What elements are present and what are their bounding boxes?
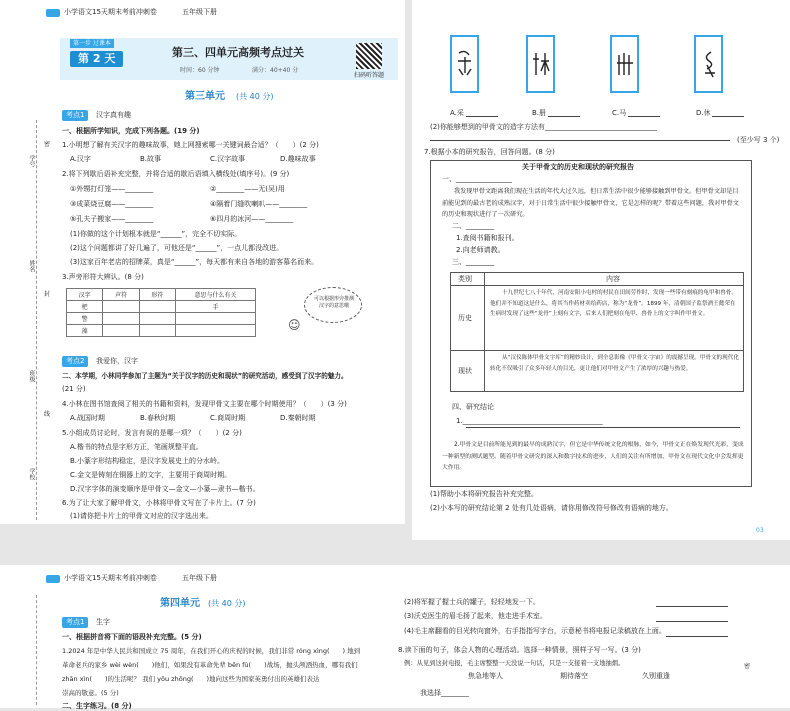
q5-opt-d[interactable]: D.汉字字体的演变顺序是甲骨文—金文—小篆—隶书—楷书。 (70, 485, 260, 493)
right-line-2: (3)沃克医生的眉毛扬了起来，他走进手术室。 (404, 612, 547, 620)
cell-input[interactable] (103, 301, 139, 313)
side-mark: 密 (744, 663, 751, 670)
answer-line[interactable] (666, 636, 728, 637)
day-badge: 第 2 天 (70, 51, 123, 67)
q5-opt-c[interactable]: C.金文是铸刻在铜器上的文字，主要用于商周时期。 (70, 471, 232, 479)
cell-note: 手 (176, 301, 256, 313)
oracle-card-3 (610, 35, 639, 93)
row-char: 杷 (67, 301, 103, 313)
q4-opt-b[interactable]: B.春秋时期 (140, 414, 176, 422)
qr-caption: 扫码听答题 (354, 72, 385, 79)
grade-label: 五年级下册 (182, 574, 217, 582)
sub-question-2: (2)小本写的研究结论第 2 处有几处语病，请你用修改符号修改有语病的地方。 (430, 504, 673, 512)
example-line: 例：从见到这封电报，毛主席整整一天没说一句话，只是一支接着一支地抽烟。 (404, 660, 625, 667)
q1-opt-b[interactable]: B.故事 (140, 155, 162, 163)
grade-label: 五年级下册 (182, 8, 217, 16)
answer-line[interactable] (466, 116, 498, 117)
th-content: 内容 (606, 275, 620, 283)
binding-line (36, 120, 37, 520)
line-1: 1.2024 年是中华人民共和国成立 75 周年，在我们开心的庆祝的时候，我们非常 róng xìng( ) 地到 (62, 647, 361, 655)
choose-line[interactable]: 我选择________ (420, 689, 469, 697)
unit-title: 第四单元 (160, 598, 200, 609)
oracle-card-4 (694, 35, 723, 93)
unit-title: 第三单元 (185, 91, 225, 102)
radical-table (66, 288, 256, 337)
card-label-d: D.休 (696, 109, 711, 117)
q5-opt-a[interactable]: A.楷书的特点是字形方正，笔画规整平直。 (70, 443, 203, 451)
name-label: 姓名 (28, 260, 35, 272)
q6: 6.为了让大家了解甲骨文，小林将甲骨文写在了卡片上。(7 分) (62, 499, 256, 507)
cell-input[interactable] (139, 301, 175, 313)
oracle-card-1 (450, 35, 479, 93)
right-line-3: (4)毛主席翻看的目光转向窗外，右手指指写字台，示意秘书将电报记录稿放在上面。 (404, 627, 666, 635)
q2-item-1[interactable]: ①外甥打灯笼——________ (70, 185, 154, 193)
table-rule (450, 350, 744, 351)
oracle-glyph-icon (615, 49, 635, 79)
q3: 3.声旁形符大辨认。(8 分) (62, 273, 144, 281)
cell-input[interactable] (176, 325, 256, 337)
page-title: 第三、四单元高频考点过关 (172, 46, 304, 59)
line-3: zhān xìn( )的生活呢？ 我们 yōu zhōng( )地向这些为国家英勇付出的英雄们表达 (62, 675, 320, 683)
card-question-note: (至少写 3 个) (737, 136, 780, 144)
side-mark: 密 (44, 141, 51, 148)
card-question: (2)你能够想到的甲骨文的造字方法有________________________________ (430, 123, 657, 131)
page-right (412, 0, 790, 540)
right-line-1: (2)将军握了握士兵的罐子，轻轻地发一下。 (404, 598, 540, 606)
answer-line[interactable] (430, 140, 730, 141)
section2-points: (21 分) (62, 385, 86, 393)
row-char: 藻 (67, 325, 103, 337)
answer-line[interactable] (656, 621, 728, 622)
sub-question-1: (1)帮助小本将研究报告补充完整。 (430, 490, 538, 498)
q2-item-4[interactable]: ④隔着门缝吹喇叭——________ (210, 200, 308, 208)
cell-input[interactable] (103, 313, 139, 325)
conclusion-1[interactable]: 1.________________________________________ (456, 417, 603, 425)
cell-input[interactable] (103, 325, 139, 337)
q4: 4.小林在图书馆查阅了相关的书籍和资料，发现甲骨文主要在哪个时期使用？（ ）(3 分) (62, 400, 347, 408)
q2: 2.将下列歇后语补充完整，并将合适的歇后语填入横线处(填序号)。(9 分) (62, 170, 290, 178)
page-bottom (0, 565, 790, 708)
scene-option-1[interactable]: 焦急地等人 (468, 672, 503, 680)
answer-line[interactable] (628, 116, 660, 117)
row-history-label: 历史 (458, 314, 472, 322)
student-id-label: 学号 (28, 155, 35, 167)
scene-option-2[interactable]: 期待落空 (560, 672, 588, 680)
oracle-glyph-icon (455, 49, 475, 79)
card-label-c: C.马 (612, 109, 627, 117)
qr-code[interactable] (356, 43, 382, 69)
side-seal: 封 (44, 291, 51, 298)
kp-tag: 考点1 (62, 617, 88, 628)
q4-opt-c[interactable]: C.商周时期 (210, 414, 246, 422)
class-label: 班级 (28, 370, 35, 382)
q1-opt-c[interactable]: C.汉字故事 (210, 155, 246, 163)
th-char: 汉字 (67, 289, 103, 301)
card-label-a: A.采 (450, 109, 464, 117)
school-label: 学校 (28, 468, 35, 480)
oracle-glyph-icon (699, 49, 719, 79)
kp1-tag: 考点1 (62, 110, 88, 121)
section2-title: 二、本学期，小林同学参加了主题为“关于汉字的历史和现状”的研究活动，感受到了汉字的魅力。 (62, 372, 348, 380)
q2-sentence-2: (2)这个问题都讲了好几遍了，可他还是“______”，一点儿都没改进。 (70, 244, 284, 252)
th-sound: 声符 (103, 289, 139, 301)
page-number: 03 (756, 527, 764, 534)
cell-input[interactable] (139, 325, 175, 337)
unit-points: (共 40 分) (208, 599, 246, 608)
publisher-logo (46, 575, 60, 583)
q2-item-3[interactable]: ③成菜烧豆腐——________ (70, 200, 154, 208)
th-form: 形符 (139, 289, 175, 301)
time-info: 时间：60 分钟 (180, 67, 220, 74)
answer-line[interactable] (548, 116, 580, 117)
cell-input[interactable] (176, 313, 256, 325)
q1-opt-a[interactable]: A.汉字 (70, 155, 91, 163)
kp2-tag: 考点2 (62, 356, 88, 367)
kp1-title: 汉字真有趣 (96, 111, 131, 119)
q6-sub1: (1)请你把卡片上的甲骨文对应的汉字选出来。 (70, 512, 213, 520)
report-paragraph: 我发现甲骨文距离我们现在生活的年代大过久远，但日常生活中很少能够接触到甲骨文。但甲骨文却是目前能见到的最古老的成熟汉字，对于日常生活中很少接触甲骨文，它是怎样的呢？带着这些问题，我对甲骨文的历史和现状进行了一次研究。 (442, 188, 739, 218)
line-2: 革命老兵的家乡 wèi wèn( )他们，如果没有革命先辈 bēn fù( )战场，抛头颅洒热血，哪有我们 (62, 661, 358, 669)
row-now-text: 从“汉仪陈体甲骨文字库”的精妙设计，到全息影像《甲骨文·字宙》的震撼呈现，甲骨文的现代化转化不仅吸引了众多年轻人的目光，更让他们对甲骨文产生了浓厚的兴趣与热爱。 (490, 355, 739, 372)
right-line-4: 8.读下面的句子，体会人物的心理活动。选择一种情景，照样子写一写。(3 分) (398, 646, 641, 654)
q2-item-5[interactable]: ⑤孔夫子搬家——________ (70, 215, 154, 223)
cell-input[interactable] (139, 313, 175, 325)
report-method-1: 1.查阅书籍和报刊。 (456, 234, 519, 242)
q2-sentence-3: (3)这家百年老店的招牌菜，真是“______”，每天都有来自各地的游客慕名而来。 (70, 258, 319, 266)
q5: 5.小组成员讨论时，发言有误的是哪一项？（ ）(2 分) (62, 429, 242, 437)
binding-line (36, 595, 37, 705)
hint-text: 可以根据形旁推测汉字的意思哦 (313, 296, 354, 309)
report-section-3: 三、________ (452, 258, 494, 266)
section-title: 一、根据拼音将下面的语段补充完整。(5 分) (62, 633, 202, 641)
table-rule (450, 285, 744, 286)
side-line: 线 (44, 411, 51, 418)
section1-title: 一、根据所学知识，完成下列各题。(19 分) (62, 127, 200, 135)
row-char: 警 (67, 313, 103, 325)
q2-sentence-1: (1)你做的这个计划根本就是“______”，完全不切实际。 (70, 230, 242, 238)
series-title: 小学语文15天期末考前冲刺卷 (64, 8, 157, 16)
report-section-4: 四、研究结论 (452, 403, 494, 411)
answer-line[interactable] (656, 606, 728, 607)
report-section-2: 二、________ (452, 222, 494, 230)
q4-opt-a[interactable]: A.战国时期 (70, 414, 105, 422)
line-5: 二、生字练习。(8 分) (62, 702, 132, 710)
conclusion-2: 2.甲骨文是目前所能见到的最早的成熟汉字，但它是中华传统文化的根脉，如今，甲骨文正在焕发现代光彩，变成一种新型的测试题型。随着甲骨文研究的深入和数字技术的进步，人们的关注有所增加，甲骨文在现代文化中会发挥更大作用。 (442, 442, 744, 471)
q2-item-2[interactable]: ②________——无(吴)用 (210, 185, 285, 193)
q5-opt-b[interactable]: B.小篆字形结构稳定，是汉字发展史上的分水岭。 (70, 457, 225, 465)
th-meaning: 意思与什么有关 (176, 289, 256, 301)
report-method-2: 2.向老师请教。 (456, 246, 505, 254)
day-top: 第一步 过课本 (70, 39, 114, 48)
publisher-logo (46, 9, 60, 17)
q1: 1.小明想了解有关汉字的趣味故事，她上网搜索哪一关键词最合适？（ ）(2 分) (62, 141, 319, 149)
oracle-card-2 (526, 35, 555, 93)
answer-line[interactable] (712, 116, 744, 117)
q2-item-6[interactable]: ⑥四月的冰河——________ (210, 215, 294, 223)
row-history-text: 十九世纪七八十年代，河南安阳小屯村的村民在田间劳作时，发现一些带有刻痕的龟甲和兽骨。他们并不知道这是什么，将其当作药材卖给药店，称为“龙骨”。1899 年，清朝国子监祭酒王懿荣在生病时发现了这些“龙骨”上刻有文字，后来人们把刻在龟甲、兽骨上的文字叫作甲骨文。 (490, 290, 737, 317)
scene-option-3[interactable]: 久别重逢 (642, 672, 670, 680)
page-left (0, 0, 405, 524)
score-info: 满分：40+40 分 (252, 67, 299, 74)
thinking-figure: ☺ (288, 318, 301, 332)
table-rule (484, 272, 485, 392)
hint-cloud (304, 287, 362, 323)
series-title: 小学语文15天期末考前冲刺卷 (64, 574, 157, 582)
report-title: 关于甲骨文的历史和现状的研究报告 (522, 163, 634, 171)
oracle-glyph-icon (531, 49, 551, 79)
kp-title: 生字 (96, 618, 110, 626)
row-now-label: 现状 (458, 367, 472, 375)
kp2-title: 我爱你，汉字 (96, 357, 138, 365)
line-4: 崇高的敬意。(5 分) (62, 689, 119, 697)
q1-opt-d[interactable]: D.趣味故事 (280, 155, 316, 163)
unit-points: (共 40 分) (236, 92, 274, 101)
answer-line[interactable] (466, 427, 740, 428)
th-category: 类别 (458, 275, 472, 283)
q7: 7.根据小本的研究报告，回答问题。(8 分) (424, 148, 555, 156)
card-label-b: B.册 (532, 109, 547, 117)
q4-opt-d[interactable]: D.秦朝时期 (280, 414, 316, 422)
report-section-1: 一、________________ (442, 175, 512, 183)
